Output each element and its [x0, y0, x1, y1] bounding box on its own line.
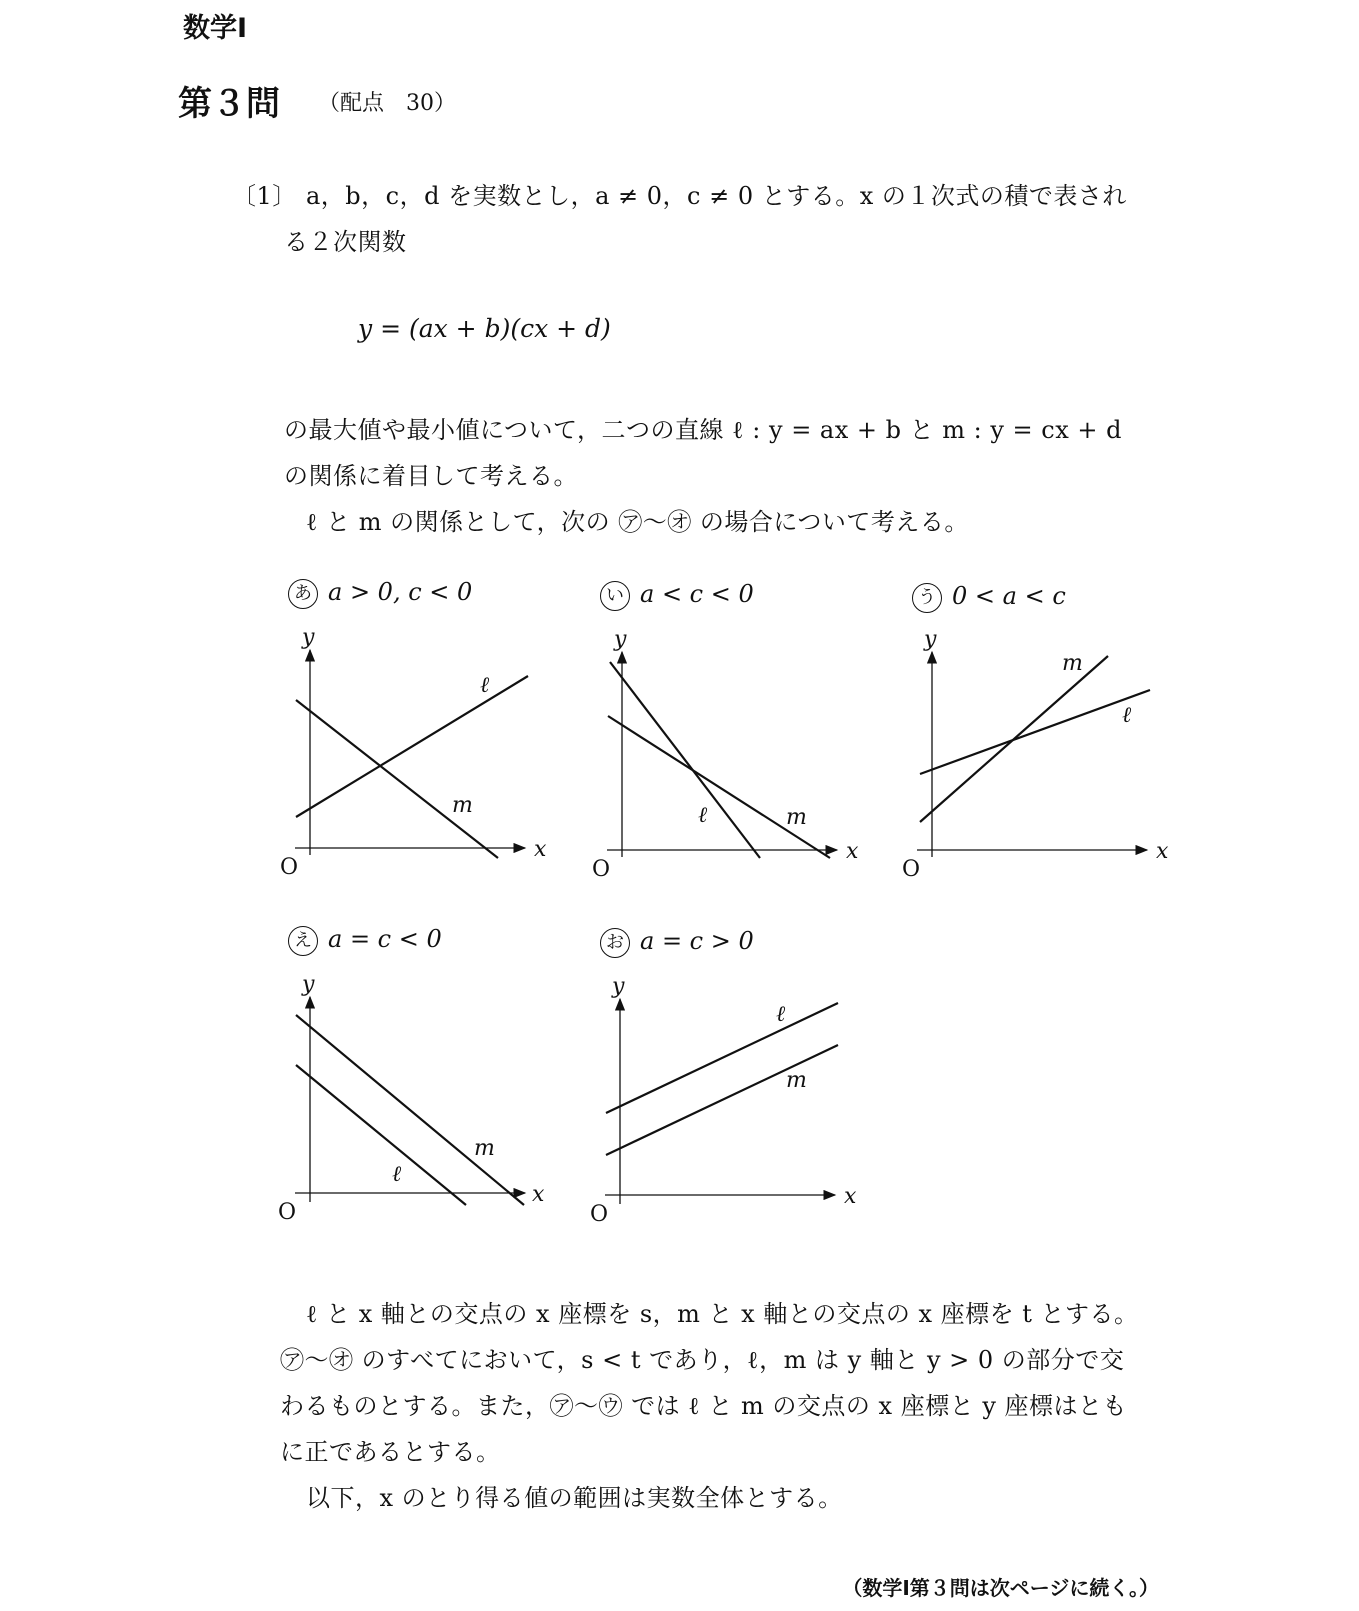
graph-case-o: [580, 969, 870, 1229]
case-e-caption: [288, 925, 442, 956]
line-l-label: ℓ: [1122, 703, 1132, 728]
paragraph-1-line-2: の関係に着目して考える。: [284, 462, 578, 490]
y-label: y: [302, 972, 315, 997]
y-label: y: [924, 627, 937, 652]
line-m-label: m: [452, 793, 473, 818]
graph-case-e: [270, 967, 560, 1227]
line-l-label: ℓ: [698, 803, 708, 828]
points-label: （配点 30）: [318, 91, 456, 116]
y-label: y: [612, 974, 625, 999]
case-u-condition: 0 < a < c: [952, 582, 1066, 610]
line-l-label: ℓ: [480, 673, 490, 698]
part-label: 〔1〕: [232, 182, 297, 210]
line-m: [920, 656, 1108, 822]
line-m: [608, 716, 830, 858]
closing-line-3: わるものとする。また，㋐〜㋒ では ℓ と m の交点の x 座標と y 座標はとも: [280, 1392, 1128, 1420]
case-e-condition: a = c < 0: [328, 925, 442, 953]
paragraph-2: ℓ と m の関係として，次の ㋐〜㋔ の場合について考える。: [306, 508, 969, 536]
line-l-label: ℓ: [392, 1162, 402, 1187]
paragraph-1-line-1: の最大値や最小値について，二つの直線 ℓ : y = ax + b と m : y = cx + d: [284, 416, 1122, 444]
closing-line-2: ㋐〜㋔ のすべてにおいて，s < t であり，ℓ，m は y 軸と y > 0 の部分で交: [280, 1346, 1125, 1374]
origin-label: O: [280, 855, 299, 880]
closing-line-1: ℓ と x 軸との交点の x 座標を s，m と x 軸との交点の x 座標を t とする。: [306, 1300, 1139, 1328]
x-label: x: [844, 1184, 857, 1209]
case-i-caption: [600, 580, 754, 611]
case-a-condition: a > 0, c < 0: [328, 578, 473, 606]
x-label: x: [534, 837, 547, 862]
line-m: [606, 1045, 838, 1155]
origin-label: O: [278, 1200, 297, 1225]
line-m-label: m: [474, 1136, 495, 1161]
case-u-mark: う: [912, 583, 942, 613]
line-l: [606, 1003, 838, 1113]
graph-case-i: [582, 622, 872, 882]
line-m-label: m: [1062, 651, 1083, 676]
line-m: [296, 700, 498, 858]
case-u-caption: [912, 582, 1066, 613]
line-m: [296, 1015, 524, 1205]
origin-label: O: [590, 1202, 609, 1227]
case-i-condition: a < c < 0: [640, 580, 754, 608]
x-label: x: [1156, 839, 1169, 864]
quadratic-formula: y = (ax + b)(cx + d): [358, 314, 611, 343]
subject-title: 数学Ⅰ: [183, 13, 248, 44]
origin-label: O: [902, 857, 921, 882]
line-l: [296, 676, 528, 817]
intro-line-2: る２次関数: [284, 228, 407, 256]
line-m-label: m: [786, 1068, 807, 1093]
closing-line-5: 以下，x のとり得る値の範囲は実数全体とする。: [306, 1484, 843, 1512]
x-label: x: [532, 1182, 545, 1207]
case-o-condition: a = c > 0: [640, 927, 754, 955]
line-l-label: ℓ: [776, 1002, 786, 1027]
y-label: y: [614, 627, 627, 652]
continuation-footer: （数学Ⅰ第３問は次ページに続く。）: [842, 1576, 1159, 1600]
intro-line-1: a，b，c，d を実数とし，a ≠ 0，c ≠ 0 とする。x の１次式の積で表され: [306, 182, 1127, 210]
question-title: 第３問: [178, 84, 280, 124]
case-i-mark: い: [600, 581, 630, 611]
x-label: x: [846, 839, 859, 864]
graph-case-a: [270, 620, 560, 880]
origin-label: O: [592, 857, 611, 882]
y-label: y: [302, 625, 315, 650]
line-l: [920, 690, 1150, 774]
case-a-caption: [288, 578, 472, 609]
graph-case-u: [892, 622, 1182, 882]
case-a-mark: あ: [288, 579, 318, 609]
case-o-mark: お: [600, 928, 630, 958]
case-e-mark: え: [288, 926, 318, 956]
closing-line-4: に正であるとする。: [280, 1438, 501, 1466]
case-o-caption: [600, 927, 754, 958]
line-l: [610, 662, 760, 858]
line-m-label: m: [786, 805, 807, 830]
